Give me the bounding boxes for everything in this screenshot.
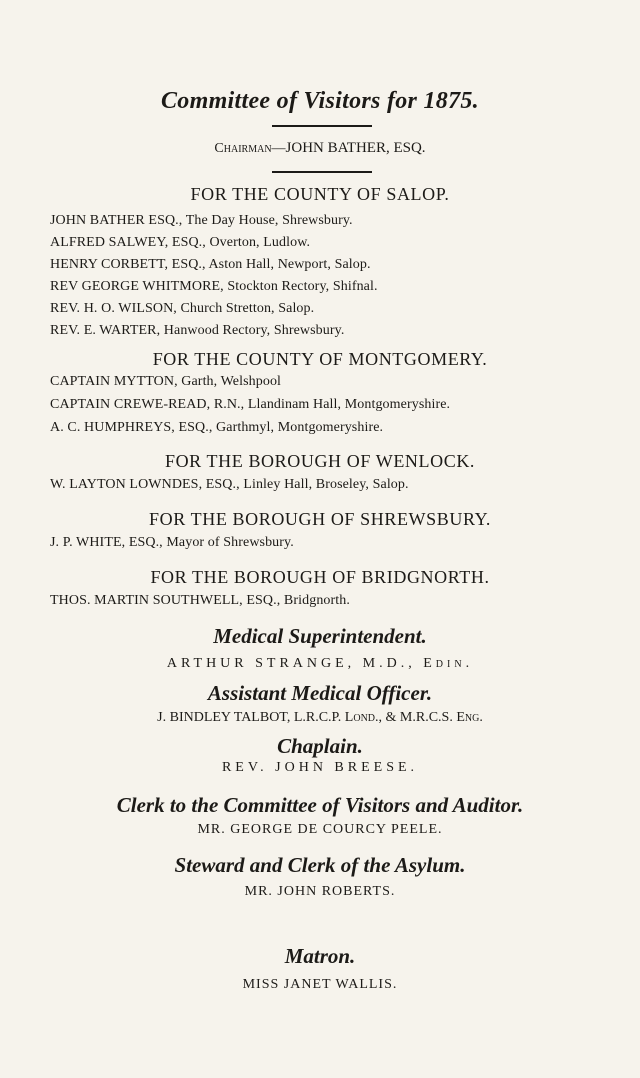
page-title: Committee of Visitors for 1875. <box>161 88 479 114</box>
assistant-mrcs: & M.R.C.S. <box>385 710 453 725</box>
salop-member: HENRY CORBETT, ESQ., Aston Hall, Newport, Salop. <box>50 257 371 272</box>
chairman-name: JOHN BATHER, ESQ. <box>285 140 426 156</box>
superintendent-name: ARTHUR STRANGE, M.D., <box>166 656 416 671</box>
matron-name: MISS JANET WALLIS. <box>242 977 398 992</box>
salop-member: JOHN BATHER ESQ., The Day House, Shrewsbury. <box>50 213 353 228</box>
salop-member: REV. E. WARTER, Hanwood Rectory, Shrewsbury. <box>50 323 345 338</box>
assistant-eng: Eng. <box>456 710 483 725</box>
wenlock-heading: FOR THE BOROUGH OF WENLOCK. <box>164 451 476 471</box>
shrewsbury-member: J. P. WHITE, ESQ., Mayor of Shrewsbury. <box>50 535 294 550</box>
title-rule <box>272 125 372 127</box>
salop-member: REV. H. O. WILSON, Church Stretton, Salop. <box>50 301 315 316</box>
assistant-heading: Assistant Medical Officer. <box>207 681 433 705</box>
steward-heading: Steward and Clerk of the Asylum. <box>174 853 466 877</box>
montgomery-member: CAPTAIN CREWE-READ, R.N., Llandinam Hall, Montgomeryshire. <box>50 397 451 412</box>
chaplain-heading: Chaplain. <box>277 734 363 758</box>
steward-name: MR. JOHN ROBERTS. <box>244 884 396 899</box>
montgomery-heading: FOR THE COUNTY OF MONTGOMERY. <box>152 349 488 369</box>
chairman-line <box>0 140 640 157</box>
superintendent-line <box>0 656 640 672</box>
chaplain-name: REV. JOHN BREESE. <box>221 760 419 775</box>
montgomery-member: A. C. HUMPHREYS, ESQ., Garthmyl, Montgomeryshire. <box>50 420 384 435</box>
salop-heading: FOR THE COUNTY OF SALOP. <box>190 184 450 204</box>
clerk-name: MR. GEORGE DE COURCY PEELE. <box>197 822 443 837</box>
wenlock-member: W. LAYTON LOWNDES, ESQ., Linley Hall, Broseley, Salop. <box>50 477 409 492</box>
clerk-heading: Clerk to the Committee of Visitors and Auditor. <box>116 793 524 817</box>
assistant-line <box>0 710 640 726</box>
assistant-lond: Lond., <box>344 710 383 725</box>
montgomery-member: CAPTAIN MYTTON, Garth, Welshpool <box>50 374 282 389</box>
salop-member: ALFRED SALWEY, ESQ., Overton, Ludlow. <box>50 235 311 250</box>
chairman-rule <box>272 171 372 173</box>
superintendent-heading: Medical Superintendent. <box>213 624 427 648</box>
chairman-label: Chairman— <box>214 141 286 156</box>
bridgnorth-member: THOS. MARTIN SOUTHWELL, ESQ., Bridgnorth. <box>50 593 350 608</box>
matron-heading: Matron. <box>284 944 356 968</box>
salop-member: REV GEORGE WHITMORE, Stockton Rectory, Shifnal. <box>50 279 378 294</box>
assistant-name: J. BINDLEY TALBOT, L.R.C.P. <box>157 710 342 725</box>
superintendent-qualification: Edin. <box>423 656 474 671</box>
bridgnorth-heading: FOR THE BOROUGH OF BRIDGNORTH. <box>150 567 490 587</box>
shrewsbury-heading: FOR THE BOROUGH OF SHREWSBURY. <box>149 509 491 529</box>
